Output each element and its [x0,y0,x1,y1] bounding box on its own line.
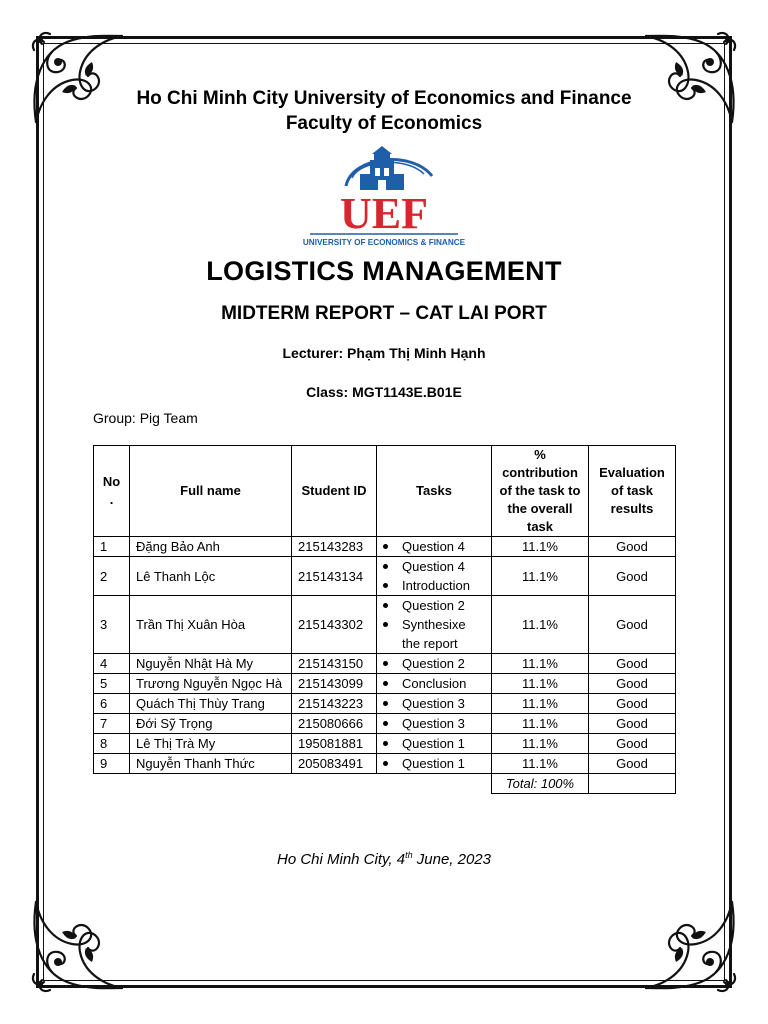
cell-tasks [377,754,492,774]
cell-tasks [377,654,492,674]
bullet-icon [383,622,388,627]
header-full-name: Full name [130,446,292,537]
task-item: Question 1 [402,756,465,771]
cell-contribution: 11.1% [492,596,589,654]
cell-contribution: 11.1% [492,537,589,557]
bullet-icon [383,741,388,746]
cell-no: 6 [94,694,130,714]
table-row [94,596,676,654]
table-row [94,674,676,694]
cell-student-id: 215143134 [292,557,377,596]
faculty-name: Faculty of Economics [285,113,483,134]
task-item: Question 2 [402,656,465,671]
table-row [94,754,676,774]
table-header-row [94,446,676,537]
cell-no: 8 [94,734,130,754]
cell-contribution: 11.1% [492,714,589,734]
cell-evaluation: Good [589,714,676,734]
members-table [93,445,676,794]
cell-student-id: 205083491 [292,754,377,774]
cell-contribution: 11.1% [492,734,589,754]
cell-tasks [377,674,492,694]
uef-logo [302,146,466,250]
header-no: No . [94,446,130,537]
task-item: Question 3 [402,696,465,711]
cell-tasks [377,714,492,734]
cell-name: Trương Nguyễn Ngọc Hà [130,674,292,694]
task-item: Question 2 [402,598,465,613]
cell-evaluation: Good [589,596,676,654]
table-row [94,714,676,734]
date-rest: June, 2023 [412,851,491,868]
cell-no: 3 [94,596,130,654]
cell-evaluation: Good [589,694,676,714]
table-row [94,734,676,754]
bullet-icon [383,681,388,686]
cell-name: Quách Thị Thùy Trang [130,694,292,714]
cell-name: Đặng Bảo Anh [130,537,292,557]
cell-evaluation: Good [589,734,676,754]
logo-tagline: UNIVERSITY OF ECONOMICS & FINANCE [302,238,466,247]
header-student-id: Student ID [292,446,377,537]
task-item: Question 1 [402,736,465,751]
header-contribution: % contribution of the task to the overall task [492,446,589,537]
cell-no: 5 [94,674,130,694]
date-prefix: Ho Chi Minh City, 4 [276,851,406,868]
bullet-icon [383,544,388,549]
cell-student-id: 215143099 [292,674,377,694]
report-subtitle: MIDTERM REPORT – CAT LAI PORT [221,303,547,324]
cell-evaluation: Good [589,557,676,596]
bullet-icon [383,661,388,666]
bullet-icon [383,564,388,569]
cell-contribution: 11.1% [492,754,589,774]
cell-tasks [377,537,492,557]
header-evaluation: Evaluation of task results [589,446,676,537]
cell-no: 2 [94,557,130,596]
cell-student-id: 215143283 [292,537,377,557]
cell-no: 4 [94,654,130,674]
task-item: Question 4 [402,539,465,554]
cell-tasks [377,734,492,754]
cell-evaluation: Good [589,754,676,774]
cell-contribution: 11.1% [492,694,589,714]
total-evaluation-empty [589,774,676,794]
table-row [94,537,676,557]
cell-tasks [377,596,492,654]
cell-name: Nguyễn Nhật Hà My [130,654,292,674]
task-item: Conclusion [402,676,467,691]
cell-name: Trần Thị Xuân Hòa [130,596,292,654]
cell-student-id: 215143150 [292,654,377,674]
cell-name: Lê Thị Trà My [130,734,292,754]
date-line [0,850,768,868]
task-item: Question 4 [402,559,465,574]
bullet-icon [383,701,388,706]
lecturer-line: Lecturer: Phạm Thị Minh Hạnh [282,345,486,361]
bullet-icon [383,761,388,766]
table-row [94,557,676,596]
class-line: Class: MGT1143E.B01E [306,384,462,400]
bullet-icon [383,583,388,588]
task-item: Introduction [402,578,470,593]
cell-student-id: 215143223 [292,694,377,714]
cell-student-id: 215080666 [292,714,377,734]
cell-student-id: 215143302 [292,596,377,654]
cell-evaluation: Good [589,537,676,557]
cell-contribution: 11.1% [492,674,589,694]
header-tasks: Tasks [377,446,492,537]
cell-student-id: 195081881 [292,734,377,754]
task-item: Synthesixe the report [402,617,466,651]
task-item: Question 3 [402,716,465,731]
cell-name: Lê Thanh Lộc [130,557,292,596]
cell-no: 1 [94,537,130,557]
cell-tasks [377,557,492,596]
cell-name: Đới Sỹ Trọng [130,714,292,734]
cell-name: Nguyễn Thanh Thức [130,754,292,774]
total-contribution: Total: 100% [492,774,589,794]
table-row [94,654,676,674]
cell-evaluation: Good [589,674,676,694]
bullet-icon [383,603,388,608]
cell-no: 7 [94,714,130,734]
cell-evaluation: Good [589,654,676,674]
cell-contribution: 11.1% [492,557,589,596]
group-line: Group: Pig Team [93,410,198,426]
university-name: Ho Chi Minh City University of Economics and Finance [136,88,632,109]
bullet-icon [383,721,388,726]
corner-ornament-bottom-right [636,892,746,1002]
cell-contribution: 11.1% [492,654,589,674]
table-row [94,694,676,714]
corner-ornament-bottom-left [22,892,132,1002]
cell-no: 9 [94,754,130,774]
building-icon [346,146,432,190]
logo-wordmark: UEF [340,189,428,238]
cell-tasks [377,694,492,714]
date-ordinal-suffix: th [405,850,413,860]
total-row [94,774,676,794]
course-title: LOGISTICS MANAGEMENT [206,256,562,286]
